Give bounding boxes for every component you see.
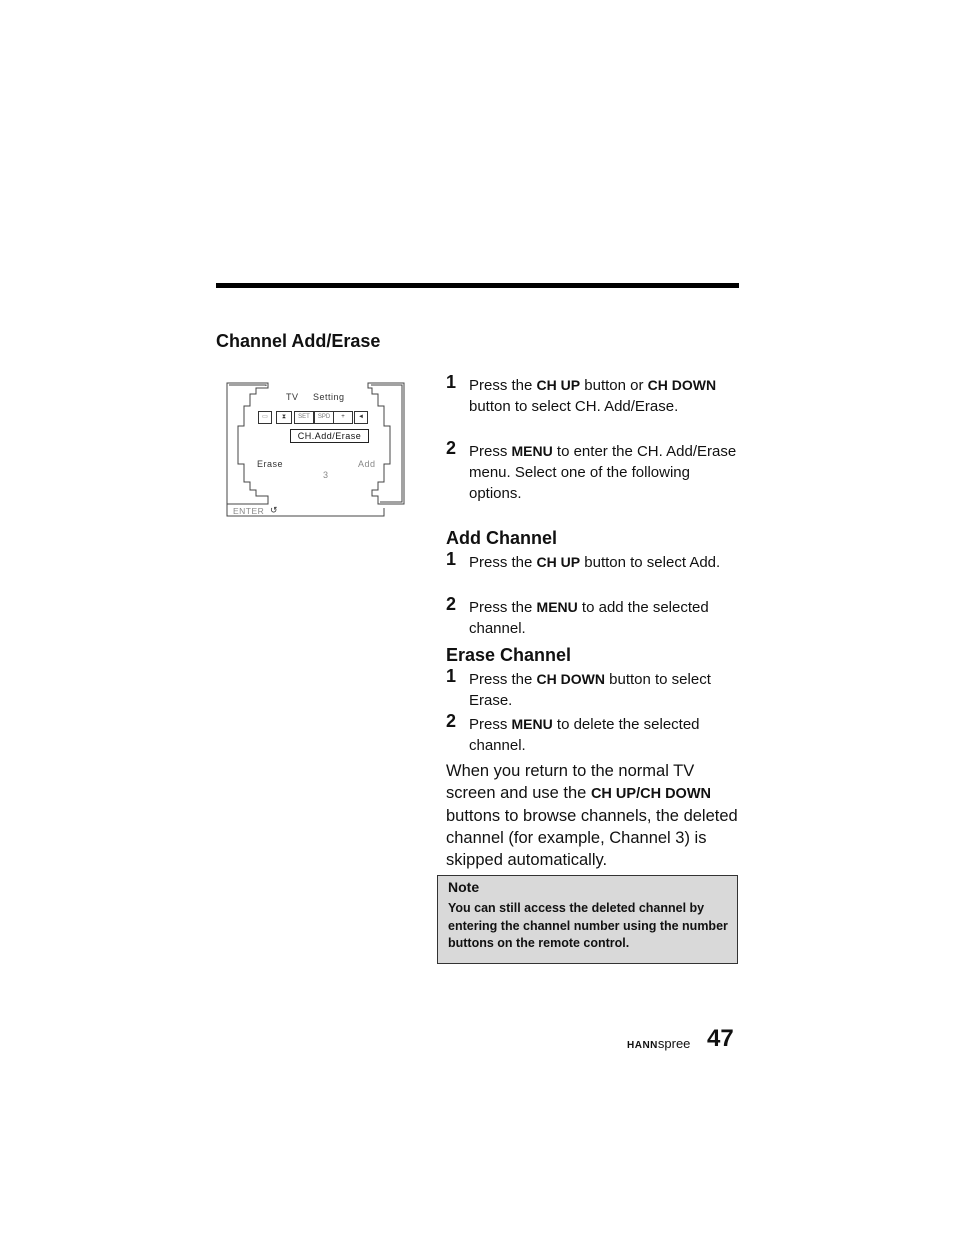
tv-icon: ▭: [258, 411, 272, 424]
osd-enter-label: ENTER: [233, 506, 265, 516]
timer-icon: ⧗: [276, 411, 292, 424]
osd-title-tv: TV: [286, 392, 299, 402]
erase-channel-heading: Erase Channel: [446, 645, 572, 665]
note-heading: Note: [448, 879, 480, 895]
speed-icon: SPD: [314, 411, 334, 424]
page-number: 47: [707, 1025, 734, 1052]
osd-title-setting: Setting: [313, 392, 345, 402]
speaker-icon: ◄: [354, 411, 368, 424]
info-paragraph: When you return to the normal TV screen and use the CH UP/CH DOWN buttons to browse channels, the deleted channel (for example, Channel 3) is skipped automatically.: [446, 762, 738, 869]
note-box: [437, 875, 738, 964]
enter-return-icon: ↺: [270, 505, 279, 515]
brand-logo: HANNspree: [627, 1036, 691, 1051]
set-icon: SET: [294, 411, 314, 424]
header-rule: [216, 283, 739, 288]
osd-channel-number: 3: [323, 470, 329, 480]
note-body: You can still access the deleted channel by entering the channel number using the number buttons on the remote control.: [448, 901, 728, 950]
osd-option-add: Add: [358, 459, 376, 469]
osd-menu-illustration: [226, 382, 408, 520]
page-title: Channel Add/Erase: [216, 331, 381, 351]
osd-option-erase: Erase: [257, 459, 284, 469]
add-channel-heading: Add Channel: [446, 528, 557, 548]
osd-selected-item: CH.Add/Erase: [290, 429, 369, 443]
plus-icon: +: [333, 411, 353, 424]
osd-frame: [226, 382, 408, 520]
